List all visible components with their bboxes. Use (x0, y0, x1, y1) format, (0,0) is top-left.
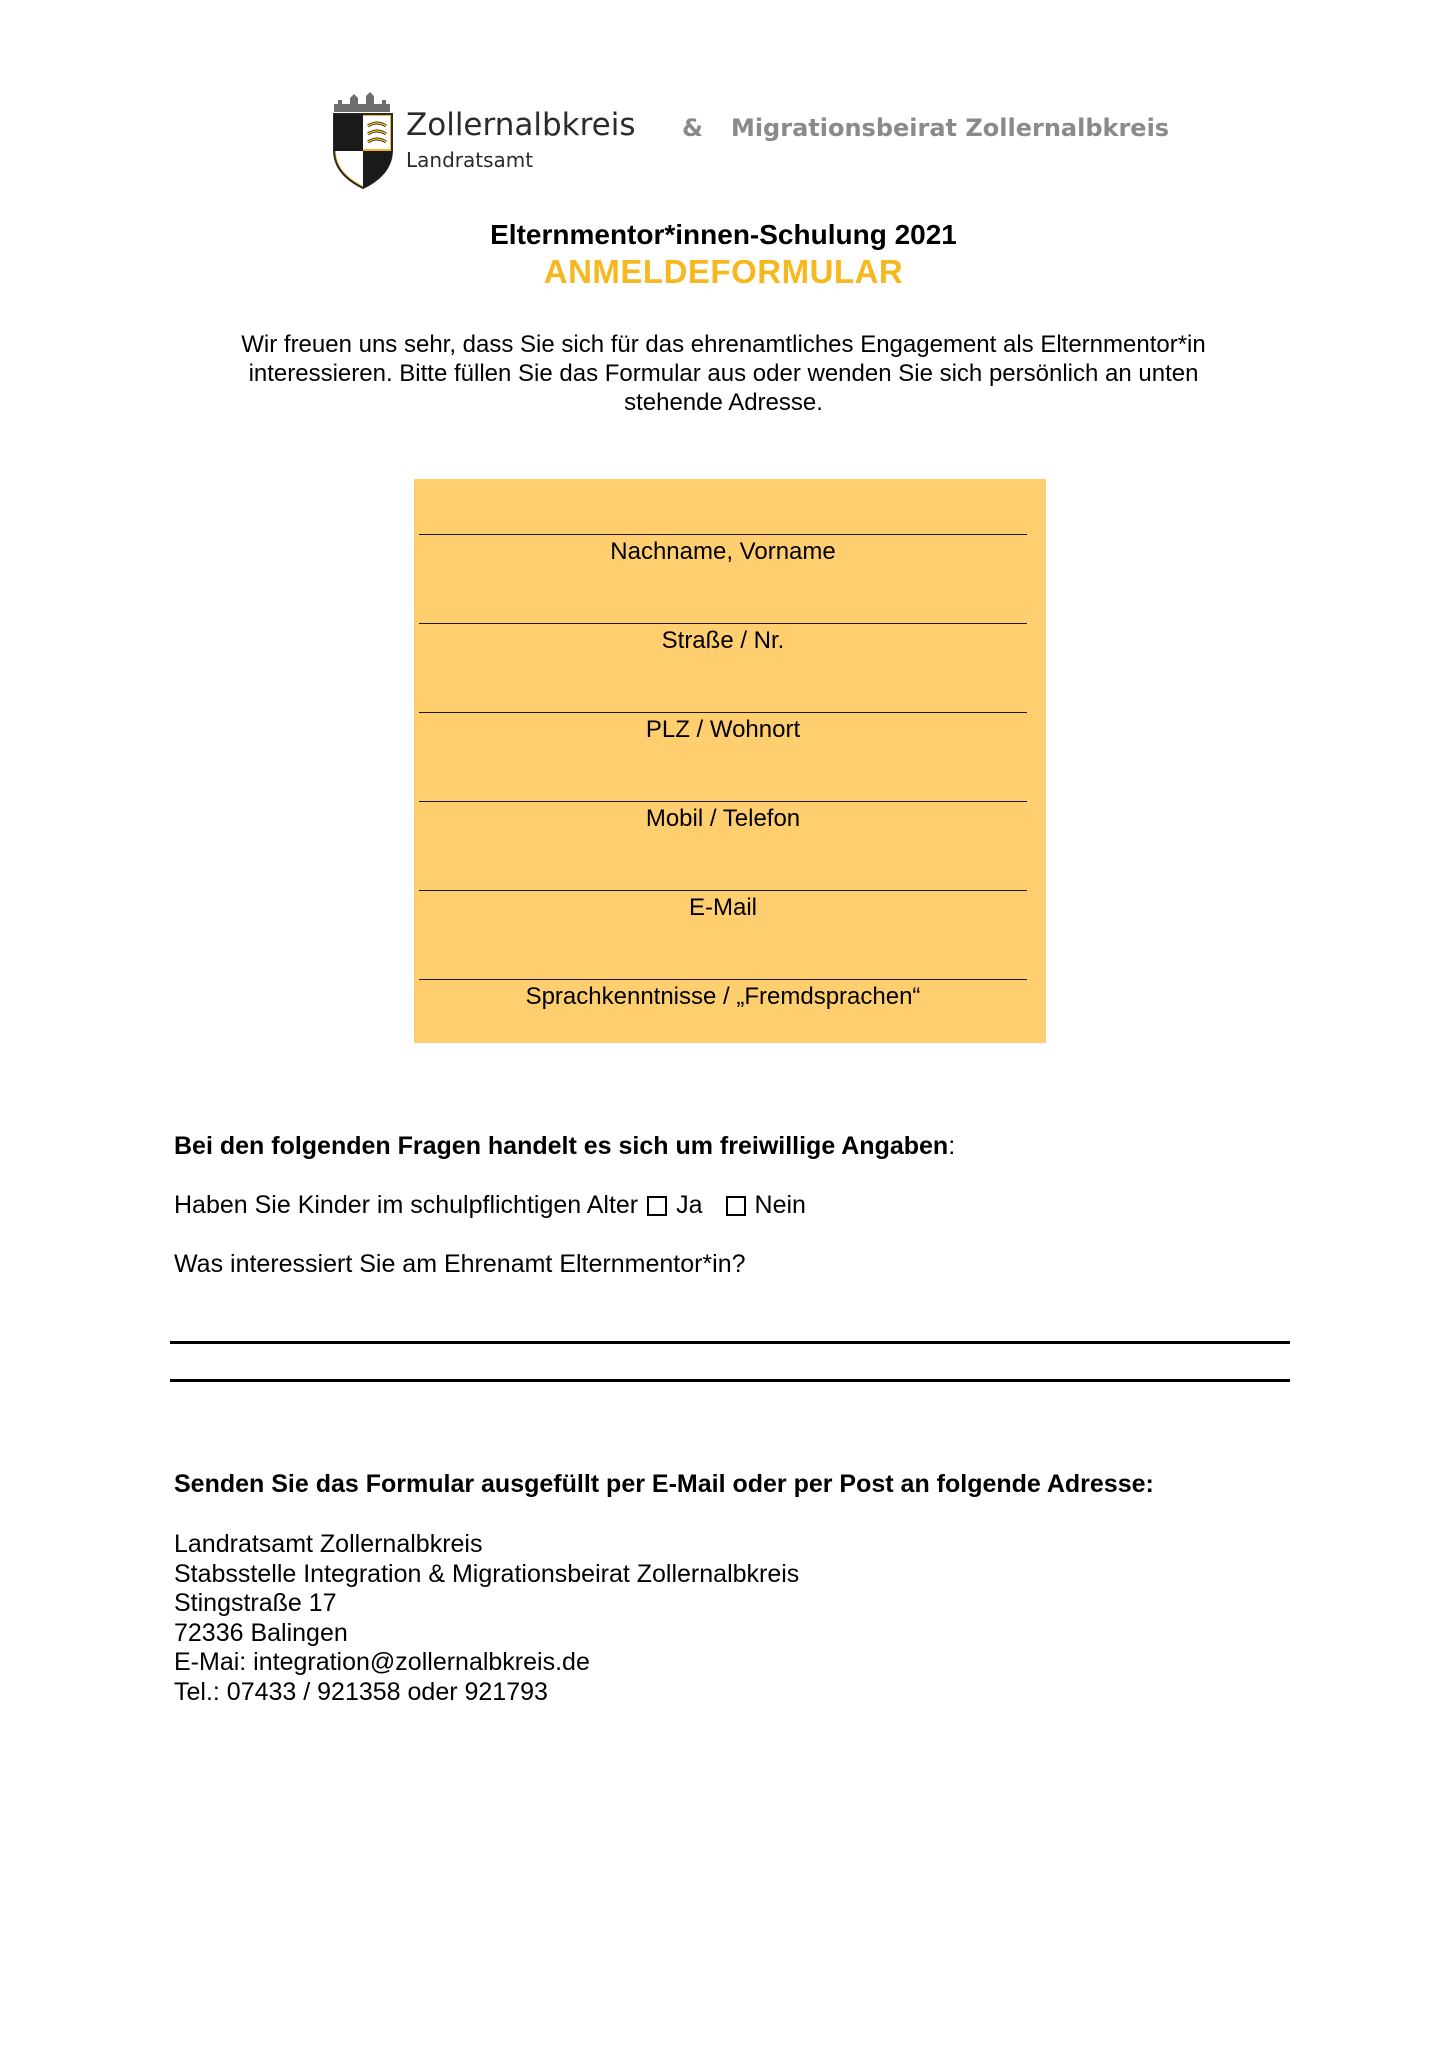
field-label-email: E-Mail (688, 894, 757, 921)
address-line: Stabsstelle Integration & Migrationsbeirat Zollernalbkreis (174, 1559, 800, 1588)
logo-name: Zollernalbkreis (406, 107, 636, 143)
form-title: ANMELDEFORMULAR (543, 253, 904, 290)
address-email[interactable]: E-Mai: integration@zollernalbkreis.de (174, 1648, 590, 1676)
partner-ampersand: & (682, 114, 703, 142)
field-label-name: Nachname, Vorname (610, 538, 836, 565)
field-languages (419, 979, 1027, 1011)
checkbox-no-icon[interactable] (726, 1196, 746, 1216)
optional-heading-colon: : (948, 1132, 956, 1160)
intro-line: Wir freuen uns sehr, dass Sie sich für das ehrenamtliches Engagement als Elternmentor*in (241, 331, 1206, 358)
field-phone (419, 801, 1027, 833)
address-line: 72336 Balingen (174, 1618, 348, 1647)
partner-name: Migrationsbeirat Zollernalbkreis (730, 114, 1170, 142)
checkbox-yes-icon[interactable] (647, 1196, 667, 1216)
intro-paragraph (0, 330, 1447, 417)
send-heading: Senden Sie das Formular ausgefüllt per E-Mail oder per Post an folgende Adresse: (174, 1470, 1154, 1498)
event-title: Elternmentor*innen-Schulung 2021 (490, 219, 957, 250)
intro-line: stehende Adresse. (624, 389, 823, 416)
field-street (419, 623, 1027, 655)
address-block (174, 1530, 799, 1707)
field-label-languages: Sprachkenntnisse / „Fremdsprachen“ (525, 983, 921, 1010)
option-yes-label: Ja (676, 1191, 703, 1219)
field-label-street: Straße / Nr. (661, 627, 785, 654)
optional-heading-text: Bei den folgenden Fragen handelt es sich um freiwillige Angaben (174, 1132, 949, 1160)
partner-heading (682, 114, 1169, 142)
address-line: Landratsamt Zollernalbkreis (174, 1530, 483, 1558)
answer-line-1[interactable] (170, 1341, 1290, 1344)
answer-line-2[interactable] (170, 1379, 1290, 1382)
kids-question (174, 1191, 806, 1220)
interest-question: Was interessiert Sie am Ehrenamt Elternmentor*in? (174, 1250, 746, 1278)
option-no-label: Nein (754, 1191, 806, 1219)
logo-subtitle: Landratsamt (406, 148, 534, 172)
address-phone: Tel.: 07433 / 921358 oder 921793 (174, 1677, 548, 1706)
address-line: Stingstraße 17 (174, 1589, 337, 1617)
intro-line: interessieren. Bitte füllen Sie das Formular aus oder wenden Sie sich persönlich an unten (248, 360, 1199, 387)
field-name (419, 534, 1027, 566)
kids-question-text: Haben Sie Kinder im schulpflichtigen Alter (174, 1191, 639, 1219)
field-label-phone: Mobil / Telefon (645, 805, 801, 832)
optional-heading (174, 1132, 955, 1161)
field-email (419, 890, 1027, 922)
field-label-city: PLZ / Wohnort (645, 716, 801, 743)
registration-form (414, 479, 1046, 1043)
field-city (419, 712, 1027, 744)
